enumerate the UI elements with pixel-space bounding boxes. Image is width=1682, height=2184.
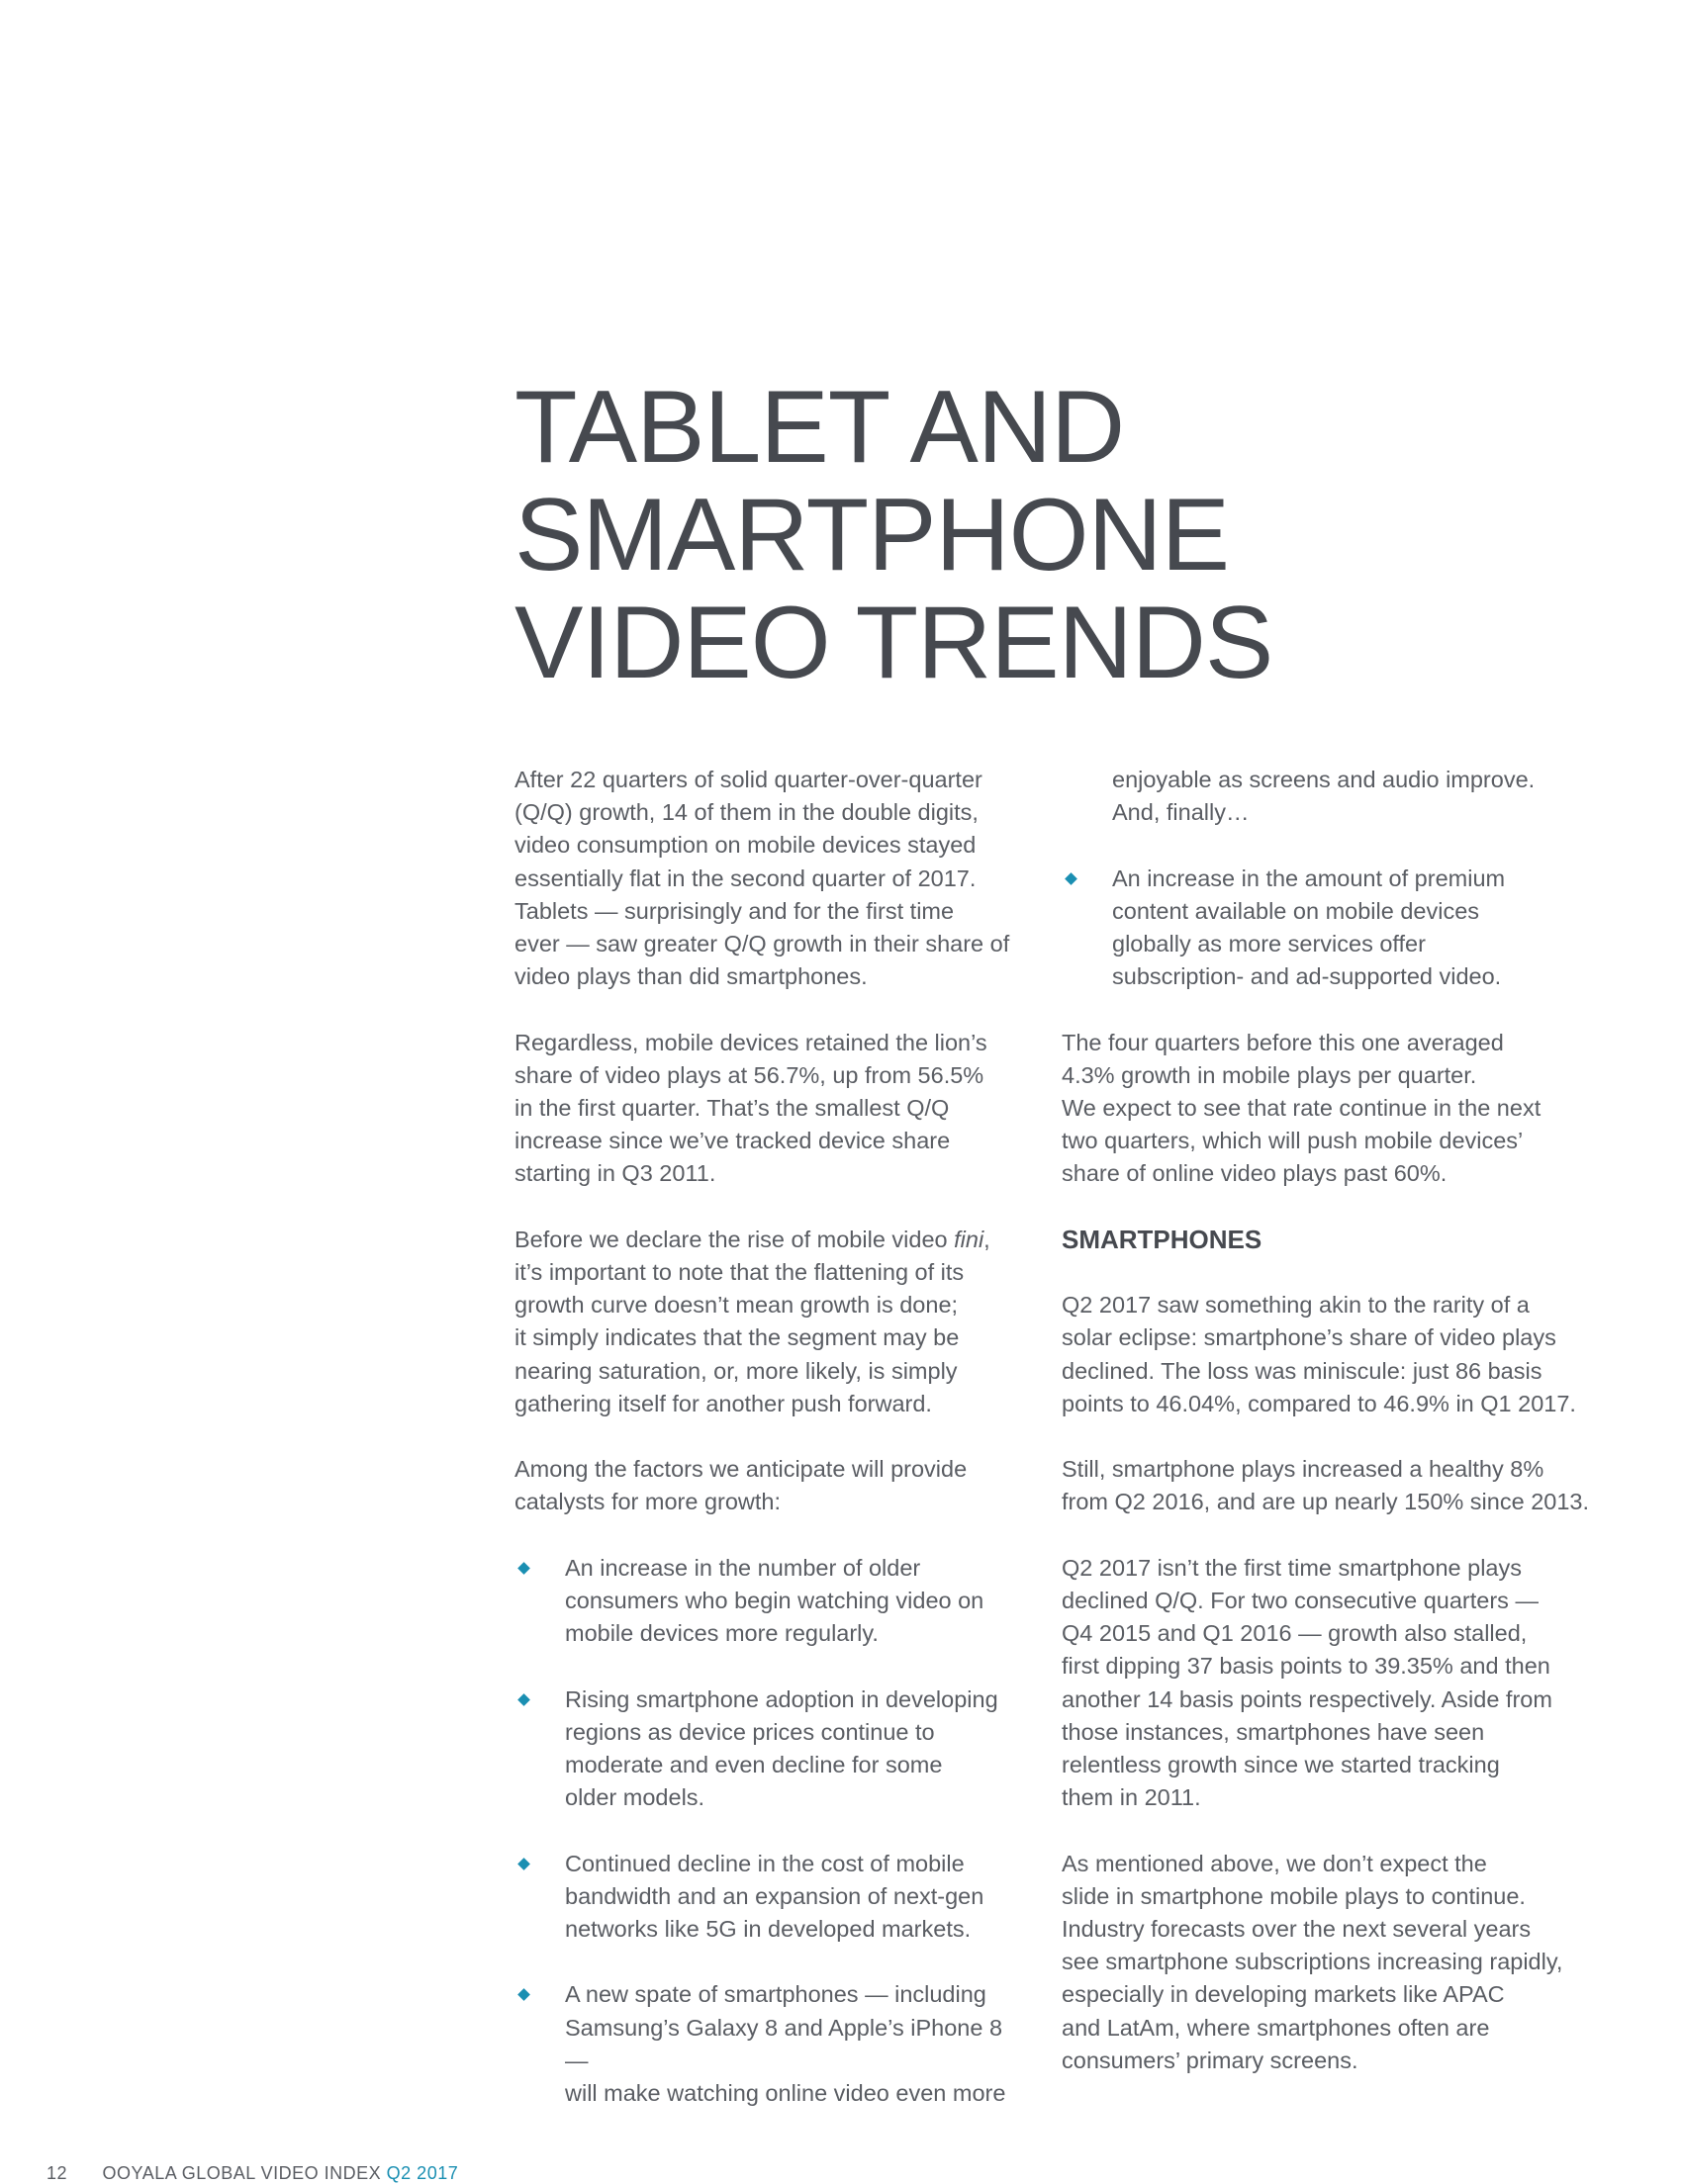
factors-intro-paragraph	[514, 1453, 1029, 1518]
text-line: solar eclipse: smartphone’s share of video plays	[1062, 1324, 1556, 1351]
text-line: from Q2 2016, and are up nearly 150% since 2013.	[1062, 1489, 1590, 1515]
flattening-paragraph	[514, 1224, 1029, 1420]
text-line: ever — saw greater Q/Q growth in their share of	[514, 931, 1010, 957]
publication-quarter: Q2 2017	[386, 2163, 459, 2183]
text-line: content available on mobile devices	[1112, 897, 1480, 924]
text-line	[514, 1224, 1029, 1256]
growth-factors-list	[514, 1552, 1029, 2110]
text-line: Regardless, mobile devices retained the lion’s	[514, 1029, 987, 1055]
text-line: We expect to see that rate continue in the next	[1062, 1095, 1542, 1121]
text-line: Industry forecasts over the next several years	[1062, 1916, 1532, 1942]
text-line: Q2 2017 isn’t the first time smartphone plays	[1062, 1554, 1522, 1581]
list-item-continued	[1062, 764, 1591, 829]
text-line: essentially flat in the second quarter of 2017.	[514, 864, 977, 891]
page-number: 12	[47, 2163, 68, 2183]
text-line: those instances, smartphones have seen	[1062, 1718, 1485, 1745]
diamond-bullet-icon	[517, 1989, 530, 2002]
page-title	[514, 370, 1405, 700]
text-fragment: ,	[983, 1226, 990, 1252]
smartphone-decline-paragraph	[1062, 1289, 1591, 1420]
text-line: And, finally…	[1112, 799, 1250, 826]
diamond-bullet-icon	[517, 1562, 530, 1575]
text-line: Q4 2015 and Q1 2016 — growth also stalled,	[1062, 1620, 1528, 1647]
publication-name: OOYALA GLOBAL VIDEO INDEX	[102, 2163, 382, 2183]
text-line: slide in smartphone mobile plays to continue.	[1062, 1882, 1526, 1909]
text-line: see smartphone subscriptions increasing rapidly,	[1062, 1949, 1563, 1975]
text-line: An increase in the number of older	[565, 1554, 921, 1581]
list-item	[514, 1684, 1029, 1815]
italic-word: fini	[954, 1226, 984, 1252]
text-line: two quarters, which will push mobile devices’	[1062, 1128, 1524, 1154]
page-footer	[47, 2163, 458, 2184]
text-line: older models.	[565, 1784, 705, 1811]
text-line: networks like 5G in developed markets.	[565, 1916, 972, 1943]
text-line: enjoyable as screens and audio improve.	[1112, 767, 1536, 792]
text-line: Still, smartphone plays increased a healthy 8%	[1062, 1456, 1544, 1483]
text-line: especially in developing markets like APAC	[1062, 1981, 1505, 2008]
intro-paragraph	[514, 764, 1029, 993]
text-line: After 22 quarters of solid quarter-over-quarter	[514, 767, 982, 792]
text-line: increase since we’ve tracked device share	[514, 1128, 951, 1154]
growth-factors-list-continued	[1062, 863, 1591, 994]
text-line: declined Q/Q. For two consecutive quarters —	[1062, 1587, 1539, 1613]
text-line: Samsung’s Galaxy 8 and Apple’s iPhone 8 —	[565, 2014, 1003, 2073]
title-line: SMARTPHONE	[514, 478, 1229, 592]
text-line: starting in Q3 2011.	[514, 1160, 716, 1187]
text-line: catalysts for more growth:	[514, 1489, 782, 1515]
text-line: A new spate of smartphones — including	[565, 1981, 986, 2008]
text-fragment: Before we declare the rise of mobile video	[514, 1226, 955, 1252]
text-line: video consumption on mobile devices stayed	[514, 832, 977, 859]
text-line: An increase in the amount of premium	[1112, 864, 1506, 891]
text-line: gathering itself for another push forward.	[514, 1390, 932, 1416]
diamond-bullet-icon	[517, 1693, 530, 1706]
text-line: in the first quarter. That’s the smallest Q/Q	[514, 1095, 950, 1122]
text-line: mobile devices more regularly.	[565, 1620, 879, 1647]
smartphone-history-paragraph	[1062, 1552, 1591, 1815]
text-line: them in 2011.	[1062, 1784, 1201, 1811]
text-line: Q2 2017 saw something akin to the rarity of a	[1062, 1292, 1530, 1319]
text-line: Rising smartphone adoption in developing	[565, 1685, 998, 1712]
text-line: Tablets — surprisingly and for the first time	[514, 897, 955, 924]
text-line: it simply indicates that the segment may be	[514, 1324, 960, 1351]
text-line: globally as more services offer	[1112, 931, 1426, 956]
text-line: another 14 basis points respectively. Aside from	[1062, 1685, 1552, 1712]
mobile-share-paragraph	[514, 1027, 1029, 1191]
list-item	[514, 1848, 1029, 1947]
text-line: nearing saturation, or, more likely, is simply	[514, 1357, 958, 1384]
text-line: moderate and even decline for some	[565, 1752, 943, 1778]
text-line: subscription- and ad-supported video.	[1112, 963, 1502, 990]
list-item	[514, 1552, 1029, 1651]
section-heading: SMARTPHONES	[1062, 1224, 1262, 1254]
list-item	[1062, 863, 1591, 994]
text-line: The four quarters before this one averaged	[1062, 1029, 1504, 1055]
title-line: VIDEO TRENDS	[514, 586, 1273, 700]
text-line: (Q/Q) growth, 14 of them in the double digits,	[514, 799, 979, 826]
text-line: points to 46.04%, compared to 46.9% in Q1 2017.	[1062, 1390, 1576, 1416]
text-line: share of online video plays past 60%.	[1062, 1160, 1448, 1187]
text-line: declined. The loss was miniscule: just 86 basis	[1062, 1357, 1542, 1384]
text-line: regions as device prices continue to	[565, 1718, 935, 1745]
text-line: share of video plays at 56.7%, up from 56.5%	[514, 1061, 984, 1088]
forecast-paragraph	[1062, 1027, 1591, 1191]
right-column	[1062, 764, 1591, 2110]
diamond-bullet-icon	[1065, 872, 1077, 885]
text-line: As mentioned above, we don’t expect the	[1062, 1850, 1487, 1876]
smartphone-growth-paragraph	[1062, 1453, 1591, 1518]
text-line: 4.3% growth in mobile plays per quarter.	[1062, 1061, 1477, 1088]
text-line: Among the factors we anticipate will provide	[514, 1456, 968, 1483]
text-line: and LatAm, where smartphones often are	[1062, 2014, 1490, 2041]
smartphone-outlook-paragraph	[1062, 1848, 1591, 2077]
text-line: bandwidth and an expansion of next-gen	[565, 1882, 984, 1909]
text-line: consumers’ primary screens.	[1062, 2047, 1358, 2073]
title-line: TABLET AND	[514, 370, 1125, 485]
left-column	[514, 764, 1029, 2142]
text-line: will make watching online video even more	[565, 2080, 1006, 2107]
text-line: Continued decline in the cost of mobile	[565, 1850, 965, 1876]
text-line: consumers who begin watching video on	[565, 1588, 984, 1614]
text-line: relentless growth since we started tracking	[1062, 1752, 1500, 1777]
text-line: it’s important to note that the flattening of its	[514, 1259, 965, 1286]
list-item	[514, 1978, 1029, 2110]
text-line: video plays than did smartphones.	[514, 963, 868, 990]
text-line: first dipping 37 basis points to 39.35% and then	[1062, 1653, 1550, 1680]
text-line: growth curve doesn’t mean growth is done;	[514, 1292, 959, 1319]
diamond-bullet-icon	[517, 1858, 530, 1870]
